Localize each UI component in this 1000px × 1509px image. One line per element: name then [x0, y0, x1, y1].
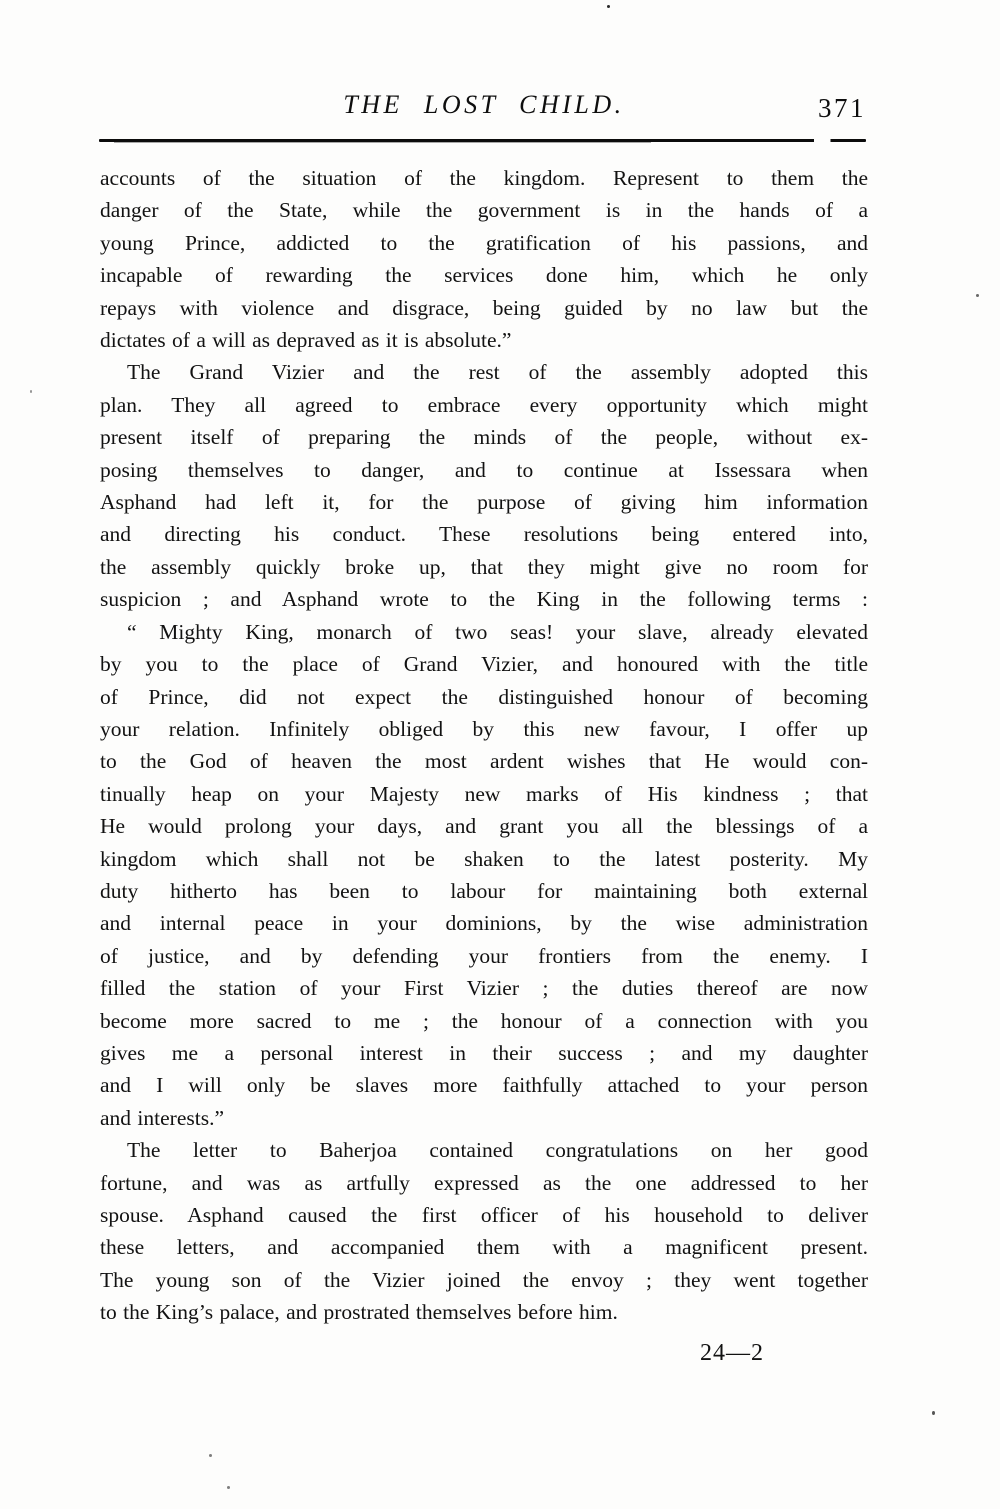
scan-speck — [209, 1454, 212, 1457]
text-line: to the God of heaven the most ardent wishes that He would con- — [100, 749, 868, 774]
text-line: The young son of the Vizier joined the envoy ; they went together — [100, 1267, 868, 1292]
text-line: Asphand had left it, for the purpose of giving him information — [100, 490, 868, 515]
body-text — [100, 162, 868, 1329]
text-line: and directing his conduct. These resolutions being entered into, — [100, 522, 868, 547]
text-line: incapable of rewarding the services done him, which he only — [100, 263, 868, 288]
scan-speck — [607, 5, 610, 8]
scan-speck — [227, 1486, 230, 1489]
text-line: to the King’s palace, and prostrated themselves before him. — [100, 1300, 618, 1325]
text-line: your relation. Infinitely obliged by this new favour, I offer up — [100, 716, 868, 741]
text-line: “ Mighty King, monarch of two seas! your slave, already elevated — [127, 619, 868, 644]
text-line: spouse. Asphand caused the first officer of his household to deliver — [100, 1203, 868, 1227]
text-line: kingdom which shall not be shaken to the latest posterity. My — [100, 846, 868, 871]
text-line: tinually heap on your Majesty new marks of His kindness ; that — [100, 781, 868, 806]
text-line: accounts of the situation of the kingdom. Represent to them the — [100, 166, 868, 190]
text-line: plan. They all agreed to embrace every opportunity which might — [100, 392, 868, 417]
paragraph — [100, 162, 868, 356]
text-line: danger of the State, while the government is in the hands of a — [100, 198, 868, 223]
text-line: dictates of a will as depraved as it is absolute.” — [100, 328, 512, 353]
text-line: The letter to Baherjoa contained congratulations on her good — [127, 1138, 868, 1163]
text-line: the assembly quickly broke up, that they might give no room for — [100, 554, 868, 579]
text-line: these letters, and accompanied them with a magnificent present. — [100, 1235, 868, 1260]
text-line: repays with violence and disgrace, being guided by no law but the — [100, 295, 868, 320]
text-line: of justice, and by defending your frontiers from the enemy. I — [100, 943, 868, 968]
text-line: posing themselves to danger, and to continue at Issessara when — [100, 457, 868, 482]
text-line: He would prolong your days, and grant you all the blessings of a — [100, 814, 868, 839]
text-line: and I will only be slaves more faithfully attached to your person — [100, 1073, 868, 1098]
scan-speck — [976, 294, 979, 297]
text-line: and internal peace in your dominions, by the wise administration — [100, 911, 868, 936]
header-rule — [99, 139, 866, 142]
text-line: duty hitherto has been to labour for maintaining both external — [100, 878, 868, 903]
scan-speck — [932, 1411, 935, 1415]
text-line: filled the station of your First Vizier ; the duties thereof are now — [100, 976, 868, 1001]
paragraph — [100, 356, 868, 615]
text-line: and interests.” — [100, 1105, 224, 1130]
text-line: The Grand Vizier and the rest of the assembly adopted this — [127, 360, 868, 385]
text-line: of Prince, did not expect the distinguished honour of becoming — [100, 684, 868, 709]
text-line: young Prince, addicted to the gratification of his passions, and — [100, 230, 868, 255]
paragraph — [100, 616, 868, 1135]
scan-speck — [30, 390, 32, 393]
text-line: by you to the place of Grand Vizier, and honoured with the title — [100, 652, 868, 677]
text-line: fortune, and was as artfully expressed as the one addressed to her — [100, 1170, 868, 1195]
text-line: gives me a personal interest in their success ; and my daughter — [100, 1040, 868, 1065]
paragraph — [100, 1134, 868, 1328]
text-line: present itself of preparing the minds of the people, without ex- — [100, 425, 868, 450]
text-line: suspicion ; and Asphand wrote to the King in the following terms : — [100, 587, 868, 612]
running-title: THE LOST CHILD. — [343, 90, 625, 119]
text-line: become more sacred to me ; the honour of a connection with you — [100, 1008, 868, 1033]
page-number: 371 — [818, 93, 866, 123]
signature-mark: 24—2 — [700, 1340, 764, 1366]
